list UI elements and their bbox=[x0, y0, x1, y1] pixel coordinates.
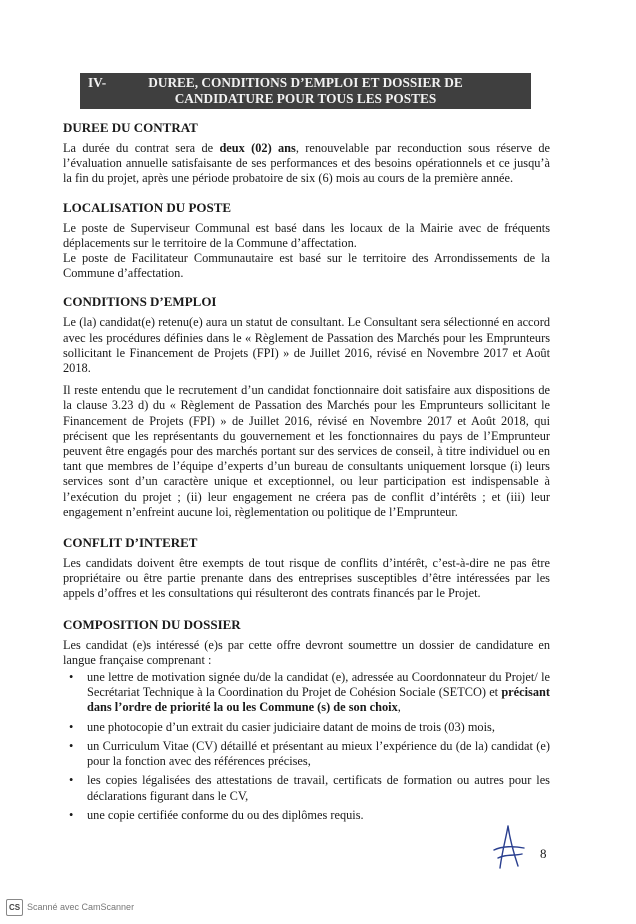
text-span: , bbox=[397, 700, 401, 715]
section-duree bbox=[63, 120, 550, 187]
text-span: les copies légalisées des attestations de travail, certificats de formation ou autres pour les déclarations figurant dans le CV, bbox=[87, 773, 550, 803]
heading-conditions: CONDITIONS D’EMPLOI bbox=[63, 294, 217, 310]
signature-icon bbox=[488, 824, 528, 872]
bullet-icon: • bbox=[69, 773, 74, 788]
footer-text: Scanné avec CamScanner bbox=[27, 901, 135, 912]
heading-localisation: LOCALISATION DU POSTE bbox=[63, 199, 232, 215]
paragraph-duree bbox=[63, 141, 550, 187]
section-localisation bbox=[63, 200, 550, 282]
contract-duration: deux (02) ans bbox=[219, 141, 296, 155]
section-number: IV- bbox=[88, 75, 107, 90]
camscanner-logo-icon: CS bbox=[6, 899, 23, 916]
paragraph-conditions-1: Le (la) candidat(e) retenu(e) aura un statut de consultant. Le Consultant sera sélectionné en accord avec les procédures définies dans le « Règlement de Passation des Marchés pour les Emprunteurs sollicitant le Financement de Projets (FPI) » de Juillet 2016, révisé en Novembre 2017 et Août 2018. bbox=[63, 315, 550, 376]
section-composition bbox=[63, 617, 550, 823]
list-item bbox=[69, 670, 550, 716]
paragraph-conditions-2: Il reste entendu que le recrutement d’un candidat fonctionnaire doit satisfaire aux dispositions de la clause 3.23 d) du « Règlement de Passation des Marchés pour les Emprunteurs sollicitant le Financement de Projets (FPI) » de Juillet 2016, révisé en Novembre 2017 et Août 2018, qui précisent que les représentants du gouvernement et les fonctionnaires du pays de l’Emprunteur peuvent être engagés pour des marchés portant sur des services de conseil, à titre individuel ou en tant que membres de l’équipe d’experts d’un bureau de consultants uniquement lorsque (i) leurs services sont d’un caractère unique et exceptionnel, ou leur participation est indispensable à l’exécution du projet ; (ii) leur engagement ne créera pas de conflit d’intérêts ; et (iii) leur engagement n’enfreint aucune loi, règlementation ou politique de l’Emprunteur. bbox=[63, 383, 550, 519]
text-span: une copie certifiée conforme du ou des diplômes requis. bbox=[87, 807, 364, 822]
list-item bbox=[69, 773, 550, 803]
text-span: , renouvelable par reconduction sous réserve de l’évaluation annuelle satisfaisante de ses performances et des besoins opérationnels et ce jusqu’à la fin du projet, après une période probatoire de six (6) mois au cours de la première année. bbox=[63, 141, 550, 186]
text-span: une photocopie d’un extrait du casier judiciaire datant de moins de trois (03) mois, bbox=[87, 719, 495, 734]
text-span: La durée du contrat sera de bbox=[63, 141, 220, 155]
bullet-icon: • bbox=[69, 807, 74, 822]
heading-duree: DUREE DU CONTRAT bbox=[63, 120, 198, 135]
page-number: 8 bbox=[540, 846, 547, 861]
text-span: un Curriculum Vitae (CV) détaillé et présentant au mieux l’expérience du (de la) candidat (e) pour la fonction avec des références précises, bbox=[87, 738, 550, 769]
heading-conflit: CONFLIT D’INTERET bbox=[63, 535, 198, 551]
banner-title-line1: DUREE, CONDITIONS D’EMPLOI ET DOSSIER DE bbox=[148, 75, 463, 90]
bullet-icon: • bbox=[69, 670, 74, 685]
paragraph-conflit: Les candidats doivent être exempts de tout risque de conflits d’intérêt, c’est-à-dire ne pas être propriétaire ou être partie prenante dans des entreprises susceptibles d’être intéressées par les appels d’offres et les consultations qui résulteront des contrats financés par le Projet. bbox=[63, 556, 550, 601]
bullet-icon: • bbox=[69, 738, 74, 753]
document-list bbox=[63, 670, 550, 823]
priority-clause: précisant dans l’ordre de priorité la ou les Commune (s) de son choix bbox=[87, 685, 550, 715]
paragraph-composition-intro: Les candidat (e)s intéressé (e)s par cette offre devront soumettre un dossier de candidature en langue française comprenant : bbox=[63, 637, 550, 667]
scanner-footer bbox=[6, 899, 134, 916]
paragraph-localisation-2: Le poste de Facilitateur Communautaire est basé sur le territoire des Arrondissements de la Commune d’affectation. bbox=[63, 251, 550, 281]
paragraph-localisation-1: Le poste de Superviseur Communal est basé dans les locaux de la Mairie avec de fréquents déplacements sur le territoire de la Commune d’affectation. bbox=[63, 220, 550, 250]
banner-title-line2: CANDIDATURE POUR TOUS LES POSTES bbox=[174, 91, 437, 106]
section-banner bbox=[80, 73, 531, 109]
heading-composition: COMPOSITION DU DOSSIER bbox=[63, 616, 241, 632]
section-conditions bbox=[63, 294, 550, 520]
document-body bbox=[63, 120, 550, 827]
section-conflit bbox=[63, 535, 550, 602]
text-span: une lettre de motivation signée du/de la candidat (e), adressée au Coordonnateur du Projet/ le Secrétariat Technique à la Coordination du Projet de Cohésion Sociale (SETCO) et bbox=[87, 670, 550, 700]
list-item bbox=[69, 738, 550, 769]
list-item bbox=[69, 719, 550, 735]
bullet-icon: • bbox=[69, 719, 74, 734]
list-item bbox=[69, 807, 550, 823]
